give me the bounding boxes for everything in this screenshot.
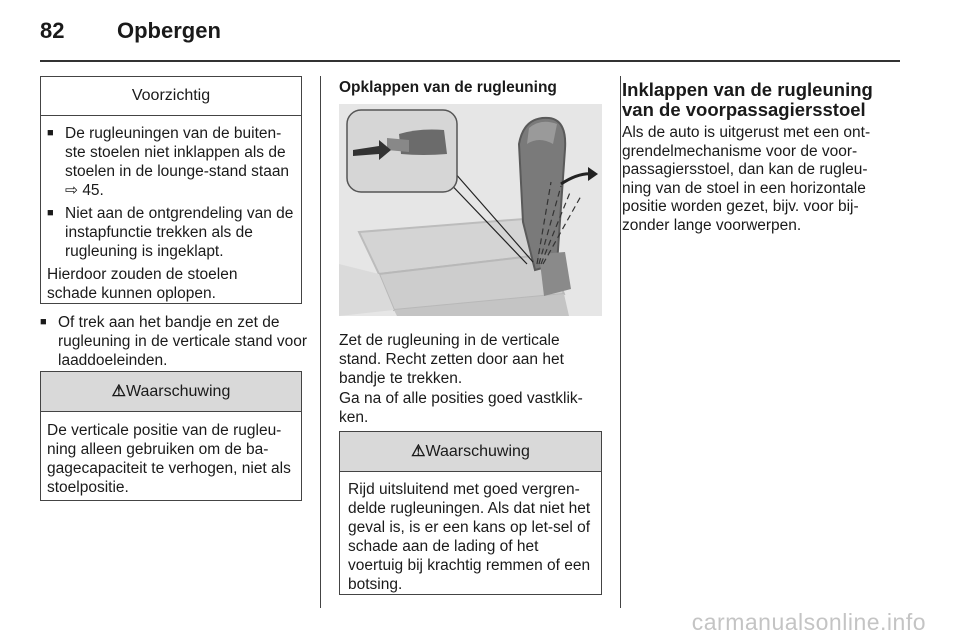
warning-text-2: Rijd uitsluitend met goed vergren-delde rugleuningen. Als dat niet het geval is, is er een kans op let-sel of schade aan de lading of het voertuig bij krachtig remmen of een botsing. <box>348 481 591 593</box>
page-reference-icon: ⇨ <box>65 182 78 199</box>
warning-title-1 <box>41 372 301 412</box>
warning-title-text: Waarschuwing <box>425 443 530 460</box>
warning-box-1 <box>40 371 302 501</box>
warning-icon: ⚠ <box>411 443 426 460</box>
watermark: carmanualsonline.info <box>691 609 926 635</box>
caution-title: Voorzichtig <box>41 77 301 116</box>
caution-text: Hierdoor zouden de stoelen schade kunnen oplopen. <box>47 266 238 302</box>
column-divider-2 <box>620 76 621 608</box>
page-number: 82 <box>40 18 65 43</box>
seat-illustration <box>339 104 602 316</box>
section-heading-front-seat: Inklappen van de rugleuning van de voorpassagiersstoel <box>622 79 873 120</box>
warning-title-text: Waarschuwing <box>126 383 231 400</box>
caution-bullet-2 <box>47 204 295 261</box>
warning-box-2 <box>339 431 602 595</box>
warning-icon: ⚠ <box>111 383 126 400</box>
caution-bullet-2-text: Niet aan de ontgrendeling van de instapfunctie trekken als de rugleuning is ingeklapt. <box>65 205 294 260</box>
page-title: Opbergen <box>117 18 221 43</box>
section-heading-fold-up: Opklappen van de rugleuning <box>339 79 557 96</box>
caution-bullet-1 <box>47 124 295 200</box>
seat-illustration-svg <box>339 104 602 316</box>
paragraph-set-upright: Zet de rugleuning in de verticale stand. Recht zetten door aan het bandje te trekken. <box>339 332 564 387</box>
header-divider <box>40 60 900 62</box>
warning-title-2 <box>340 432 601 472</box>
list-item-strap-text: Of trek aan het bandje en zet de rugleuning in de verticale stand voor laaddoeleinden. <box>58 314 308 369</box>
caution-bullet-1-text: De rugleuningen van de buiten-ste stoelen niet inklappen als de stoelen in de lounge-stand staan <box>65 125 290 180</box>
warning-text-1: De verticale positie van de rugleu-ning alleen gebruiken om de ba-gagecapaciteit te verhogen, niet als stoelpositie. <box>47 422 291 496</box>
list-item-strap <box>40 313 308 370</box>
caution-box <box>40 76 302 304</box>
paragraph-front-seat: Als de auto is uitgerust met een ont-grendelmechanisme voor de voor-passagiersstoel, dan kan de rugleu-ning van de stoel in een horizontale positie worden gezet, bijv. voor bij-zonder lange voorwerpen. <box>622 124 871 234</box>
paragraph-check-click: Ga na of alle posities goed vastklik-ken. <box>339 390 583 426</box>
caution-bullet-1-ref: 45. <box>82 182 104 199</box>
column-divider-1 <box>320 76 321 608</box>
